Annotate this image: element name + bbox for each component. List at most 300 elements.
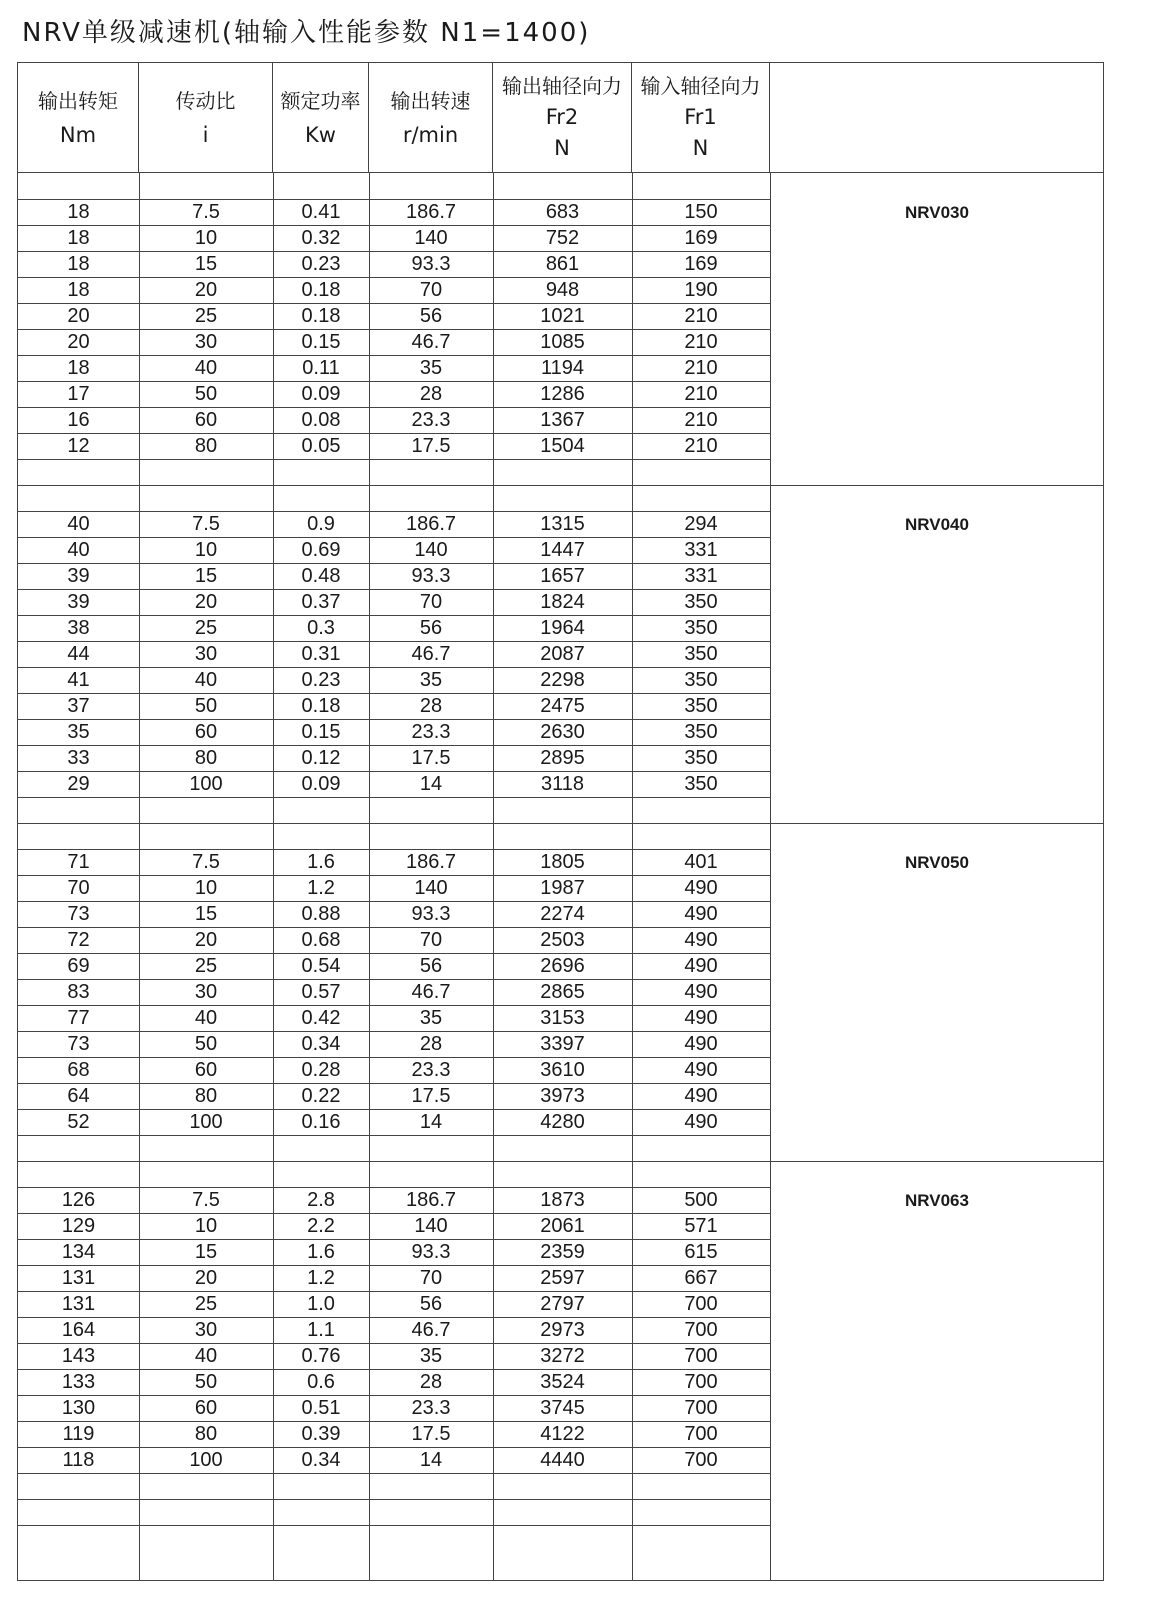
header-image-cell <box>770 63 1104 173</box>
table-cell: 12 <box>67 434 90 457</box>
table-cell: 4440 <box>540 1448 585 1471</box>
table-cell: 490 <box>684 1084 718 1107</box>
table-cell: 350 <box>684 642 718 665</box>
table-cell: 0.18 <box>301 304 341 327</box>
table-cell: 15 <box>194 252 218 275</box>
table-cell: 0.31 <box>301 642 341 665</box>
table-cell: 71 <box>67 850 90 873</box>
table-cell: 350 <box>684 616 718 639</box>
header-speed <box>369 63 493 173</box>
table-cell: 490 <box>684 876 718 899</box>
table-cell: 490 <box>684 1058 718 1081</box>
table-cell: 130 <box>61 1396 96 1419</box>
table-row <box>18 901 770 927</box>
table-cell: 17.5 <box>411 1084 451 1107</box>
table-cell: 100 <box>189 772 223 795</box>
table-cell: 93.3 <box>411 902 451 925</box>
table-cell: 30 <box>194 330 218 353</box>
table-cell: 20 <box>194 278 218 301</box>
table-row <box>18 277 770 303</box>
table-cell: 861 <box>545 252 580 275</box>
table-cell: 28 <box>419 694 443 717</box>
table-cell: 72 <box>67 928 90 951</box>
table-row <box>18 745 770 771</box>
table-cell: 210 <box>684 382 718 405</box>
table-cell: 39 <box>67 590 90 613</box>
header-ratio <box>139 63 273 173</box>
table-cell: 20 <box>194 1266 218 1289</box>
header-symbol: Fr1 <box>684 105 717 129</box>
header-power <box>273 63 369 173</box>
table-cell: 80 <box>194 434 218 457</box>
table-cell: 100 <box>189 1110 223 1133</box>
table-row <box>18 615 770 641</box>
header-unit: N <box>554 136 570 160</box>
table-cell: 40 <box>194 668 218 691</box>
table-cell: 70 <box>419 1266 443 1289</box>
table-cell: 70 <box>419 590 443 613</box>
table-cell: 14 <box>419 1110 443 1133</box>
header-fr2 <box>493 63 632 173</box>
header-label: 传动比 <box>175 88 236 113</box>
table-cell: 93.3 <box>411 252 451 275</box>
table-cell: 0.18 <box>301 694 341 717</box>
table-cell: 2298 <box>540 668 585 691</box>
table-cell: 40 <box>194 1344 218 1367</box>
row-divider <box>18 485 1104 486</box>
model-label: NRV040 <box>905 515 969 534</box>
table-cell: 752 <box>545 226 580 249</box>
table-cell: 60 <box>194 1396 218 1419</box>
column-divider <box>770 173 771 1580</box>
table-cell: 2696 <box>540 954 585 977</box>
table-row <box>18 199 770 225</box>
table-cell: 64 <box>67 1084 90 1107</box>
table-row <box>18 563 770 589</box>
table-cell: 10 <box>194 538 218 561</box>
table-cell: 40 <box>194 1006 218 1029</box>
column-divider <box>369 173 370 1580</box>
table-cell: 56 <box>419 1292 443 1315</box>
table-cell: 3973 <box>540 1084 585 1107</box>
table-cell: 29 <box>67 772 90 795</box>
table-cell: 700 <box>684 1318 718 1341</box>
table-cell: 50 <box>194 382 218 405</box>
table-cell: 60 <box>194 720 218 743</box>
table-row <box>18 355 770 381</box>
table-row <box>18 1369 770 1395</box>
model-label: NRV063 <box>905 1191 969 1210</box>
table-cell: 131 <box>61 1266 96 1289</box>
table-cell: 50 <box>194 694 218 717</box>
table-cell: 331 <box>684 538 718 561</box>
performance-table <box>17 62 1104 1581</box>
table-cell: 39 <box>67 564 90 587</box>
table-cell: 50 <box>194 1370 218 1393</box>
table-row <box>18 771 770 797</box>
table-cell: 0.6 <box>307 1370 335 1393</box>
table-cell: 50 <box>194 1032 218 1055</box>
header-unit: N <box>692 136 709 160</box>
table-row <box>18 667 770 693</box>
table-cell: 0.22 <box>301 1084 341 1107</box>
table-cell: 1286 <box>540 382 585 405</box>
table-cell: 7.5 <box>192 850 220 873</box>
table-cell: 0.16 <box>301 1110 341 1133</box>
table-row <box>18 329 770 355</box>
table-cell: 3524 <box>540 1370 585 1393</box>
table-cell: 2630 <box>540 720 585 743</box>
table-row <box>18 979 770 1005</box>
table-cell: 93.3 <box>411 564 451 587</box>
table-cell: 7.5 <box>192 200 220 223</box>
table-cell: 126 <box>61 1188 96 1211</box>
table-row <box>18 251 770 277</box>
table-cell: 3272 <box>540 1344 585 1367</box>
row-divider <box>18 797 770 798</box>
column-divider <box>139 173 140 1580</box>
table-cell: 490 <box>684 928 718 951</box>
header-label: 输入轴径向力 <box>640 74 761 98</box>
table-cell: 0.15 <box>301 330 341 353</box>
table-cell: 2895 <box>540 746 585 769</box>
table-cell: 17 <box>67 382 90 405</box>
table-cell: 1657 <box>540 564 585 587</box>
table-cell: 20 <box>194 928 218 951</box>
table-cell: 56 <box>419 954 443 977</box>
table-cell: 169 <box>684 252 718 275</box>
table-row <box>18 1057 770 1083</box>
table-cell: 210 <box>684 408 718 431</box>
table-cell: 15 <box>194 564 218 587</box>
table-cell: 7.5 <box>192 1188 220 1211</box>
table-cell: 69 <box>67 954 90 977</box>
table-cell: 30 <box>194 1318 218 1341</box>
header-label: 输出转速 <box>390 88 471 113</box>
table-cell: 18 <box>67 252 90 275</box>
table-cell: 35 <box>419 668 443 691</box>
table-cell: 60 <box>194 408 218 431</box>
table-cell: 0.09 <box>301 382 341 405</box>
table-cell: 2797 <box>540 1292 585 1315</box>
table-cell: 83 <box>67 980 90 1003</box>
row-divider <box>18 1161 1104 1162</box>
table-cell: 1.1 <box>307 1318 335 1341</box>
table-cell: 4280 <box>540 1110 585 1133</box>
table-cell: 1194 <box>540 356 584 379</box>
table-cell: 25 <box>194 616 218 639</box>
column-divider <box>632 173 633 1580</box>
table-cell: 2475 <box>540 694 585 717</box>
table-row <box>18 1343 770 1369</box>
table-cell: 35 <box>67 720 90 743</box>
table-cell: 100 <box>189 1448 223 1471</box>
table-cell: 0.51 <box>301 1396 341 1419</box>
table-cell: 4122 <box>540 1422 585 1445</box>
row-divider <box>18 1135 770 1136</box>
table-row <box>18 589 770 615</box>
table-cell: 30 <box>194 642 218 665</box>
table-row <box>18 407 770 433</box>
table-row <box>18 693 770 719</box>
table-cell: 140 <box>414 226 448 249</box>
table-cell: 0.34 <box>301 1032 341 1055</box>
table-cell: 1367 <box>540 408 585 431</box>
table-row <box>18 641 770 667</box>
table-cell: 350 <box>684 746 718 769</box>
table-cell: 667 <box>684 1266 718 1289</box>
header-unit: Kw <box>305 122 336 147</box>
table-cell: 46.7 <box>411 642 451 665</box>
table-row <box>18 433 770 459</box>
table-cell: 210 <box>684 330 718 353</box>
table-cell: 2865 <box>540 980 585 1003</box>
table-row <box>18 1447 770 1473</box>
table-cell: 0.18 <box>301 278 341 301</box>
column-divider <box>273 173 274 1580</box>
table-cell: 17.5 <box>411 434 451 457</box>
table-cell: 700 <box>684 1422 718 1445</box>
table-cell: 80 <box>194 1422 218 1445</box>
table-cell: 41 <box>67 668 90 691</box>
table-cell: 68 <box>67 1058 90 1081</box>
table-cell: 0.88 <box>301 902 341 925</box>
table-cell: 2087 <box>540 642 585 665</box>
table-cell: 700 <box>684 1344 718 1367</box>
table-cell: 46.7 <box>411 330 451 353</box>
table-cell: 0.28 <box>301 1058 341 1081</box>
table-cell: 0.76 <box>301 1344 341 1367</box>
header-unit: r/min <box>402 122 459 147</box>
table-cell: 14 <box>419 772 443 795</box>
table-cell: 1315 <box>540 512 585 535</box>
table-cell: 0.57 <box>301 980 341 1003</box>
table-cell: 20 <box>194 590 218 613</box>
table-cell: 500 <box>684 1188 718 1211</box>
table-row <box>18 1031 770 1057</box>
table-cell: 331 <box>684 564 718 587</box>
table-cell: 350 <box>684 590 718 613</box>
table-cell: 35 <box>419 1006 443 1029</box>
table-cell: 2503 <box>540 928 585 951</box>
table-cell: 23.3 <box>411 1058 451 1081</box>
table-cell: 77 <box>67 1006 90 1029</box>
table-cell: 294 <box>684 512 718 535</box>
table-cell: 1.6 <box>307 1240 335 1263</box>
header-label: 输出轴径向力 <box>502 74 622 98</box>
table-row <box>18 381 770 407</box>
model-label: NRV030 <box>905 203 969 222</box>
table-cell: 1447 <box>540 538 585 561</box>
table-cell: 700 <box>684 1448 718 1471</box>
row-divider <box>18 1525 770 1526</box>
table-cell: 140 <box>414 876 448 899</box>
table-cell: 35 <box>419 356 443 379</box>
table-cell: 615 <box>684 1240 718 1263</box>
table-cell: 210 <box>684 356 718 379</box>
table-row <box>18 1317 770 1343</box>
table-row <box>18 1187 770 1213</box>
table-row <box>18 1005 770 1031</box>
table-row <box>18 875 770 901</box>
table-cell: 56 <box>419 304 443 327</box>
table-row <box>18 303 770 329</box>
table-row <box>18 1239 770 1265</box>
table-cell: 683 <box>545 200 580 223</box>
table-cell: 186.7 <box>405 512 457 535</box>
table-cell: 3118 <box>540 772 584 795</box>
table-cell: 15 <box>194 902 218 925</box>
table-cell: 140 <box>414 538 448 561</box>
table-cell: 38 <box>67 616 90 639</box>
table-cell: 18 <box>67 200 90 223</box>
table-cell: 700 <box>684 1292 718 1315</box>
table-cell: 118 <box>62 1448 95 1471</box>
table-cell: 73 <box>67 902 90 925</box>
table-cell: 2.2 <box>307 1214 335 1237</box>
table-row <box>18 953 770 979</box>
table-cell: 490 <box>684 980 718 1003</box>
table-cell: 0.11 <box>302 356 340 379</box>
table-cell: 18 <box>67 278 90 301</box>
table-cell: 186.7 <box>405 1188 457 1211</box>
table-cell: 70 <box>419 928 443 951</box>
row-divider <box>18 1499 770 1500</box>
table-cell: 143 <box>61 1344 96 1367</box>
table-cell: 25 <box>194 304 218 327</box>
table-cell: 73 <box>67 1032 90 1055</box>
table-cell: 30 <box>194 980 218 1003</box>
table-row <box>18 849 770 875</box>
table-cell: 0.37 <box>301 590 341 613</box>
table-cell: 700 <box>684 1396 718 1419</box>
table-cell: 1964 <box>540 616 585 639</box>
table-cell: 3745 <box>540 1396 585 1419</box>
table-cell: 15 <box>194 1240 218 1263</box>
table-cell: 700 <box>684 1370 718 1393</box>
table-cell: 1824 <box>540 590 585 613</box>
table-cell: 1085 <box>540 330 585 353</box>
table-cell: 16 <box>67 408 90 431</box>
table-cell: 0.12 <box>301 746 341 769</box>
table-cell: 1.2 <box>307 1266 335 1289</box>
table-cell: 28 <box>419 1032 443 1055</box>
table-cell: 23.3 <box>411 408 451 431</box>
table-cell: 2597 <box>540 1266 585 1289</box>
table-cell: 70 <box>419 278 443 301</box>
table-cell: 129 <box>61 1214 96 1237</box>
table-row <box>18 225 770 251</box>
table-cell: 25 <box>194 954 218 977</box>
table-cell: 18 <box>67 356 90 379</box>
table-cell: 46.7 <box>411 980 451 1003</box>
table-cell: 17.5 <box>411 1422 451 1445</box>
table-cell: 0.48 <box>301 564 341 587</box>
page-title: NRV单级减速机(轴输入性能参数 N1=1400) <box>22 18 591 48</box>
table-row <box>18 927 770 953</box>
table-row <box>18 1213 770 1239</box>
table-cell: 0.08 <box>301 408 341 431</box>
table-cell: 350 <box>684 694 718 717</box>
table-cell: 150 <box>684 200 718 223</box>
table-cell: 2.8 <box>307 1188 335 1211</box>
table-cell: 210 <box>684 434 718 457</box>
table-row <box>18 537 770 563</box>
table-cell: 60 <box>194 1058 218 1081</box>
table-cell: 131 <box>61 1292 96 1315</box>
table-cell: 490 <box>684 954 718 977</box>
table-cell: 2274 <box>540 902 585 925</box>
table-cell: 186.7 <box>405 200 457 223</box>
table-cell: 40 <box>194 356 218 379</box>
table-row <box>18 1109 770 1135</box>
table-cell: 18 <box>67 226 90 249</box>
table-cell: 0.68 <box>301 928 341 951</box>
table-cell: 20 <box>67 330 90 353</box>
table-cell: 350 <box>684 772 718 795</box>
table-cell: 25 <box>194 1292 218 1315</box>
table-cell: 40 <box>67 512 90 535</box>
table-cell: 14 <box>419 1448 443 1471</box>
table-cell: 2359 <box>540 1240 585 1263</box>
table-cell: 46.7 <box>411 1318 451 1341</box>
table-cell: 20 <box>67 304 90 327</box>
header-label: 输出转矩 <box>38 88 118 113</box>
table-cell: 23.3 <box>411 720 451 743</box>
table-cell: 133 <box>61 1370 96 1393</box>
table-cell: 1.6 <box>307 850 335 873</box>
table-cell: 490 <box>684 1110 718 1133</box>
table-cell: 28 <box>419 382 443 405</box>
table-cell: 1.2 <box>307 876 335 899</box>
table-cell: 134 <box>61 1240 96 1263</box>
table-cell: 0.23 <box>301 252 341 275</box>
table-cell: 0.39 <box>301 1422 341 1445</box>
row-divider <box>18 459 770 460</box>
table-cell: 0.3 <box>307 616 335 639</box>
table-row <box>18 511 770 537</box>
table-cell: 1805 <box>540 850 585 873</box>
table-cell: 350 <box>684 720 718 743</box>
table-cell: 140 <box>414 1214 448 1237</box>
row-divider <box>18 1473 770 1474</box>
table-cell: 2061 <box>540 1214 585 1237</box>
table-cell: 23.3 <box>411 1396 451 1419</box>
table-cell: 350 <box>684 668 718 691</box>
table-cell: 37 <box>67 694 90 717</box>
table-row <box>18 1265 770 1291</box>
table-body <box>18 173 1103 1580</box>
table-row <box>18 1421 770 1447</box>
header-unit: i <box>202 122 209 147</box>
table-cell: 0.15 <box>301 720 341 743</box>
row-divider <box>18 823 1104 824</box>
table-cell: 80 <box>194 1084 218 1107</box>
table-cell: 0.9 <box>307 512 335 535</box>
table-row <box>18 719 770 745</box>
table-cell: 56 <box>419 616 443 639</box>
table-cell: 0.32 <box>301 226 341 249</box>
header-torque <box>18 63 139 173</box>
model-label: NRV050 <box>905 853 969 872</box>
header-label: 额定功率 <box>280 88 361 113</box>
table-cell: 0.54 <box>301 954 341 977</box>
table-cell: 0.42 <box>301 1006 341 1029</box>
table-cell: 0.34 <box>301 1448 341 1471</box>
table-cell: 10 <box>194 876 218 899</box>
table-cell: 0.09 <box>301 772 341 795</box>
table-row <box>18 1291 770 1317</box>
